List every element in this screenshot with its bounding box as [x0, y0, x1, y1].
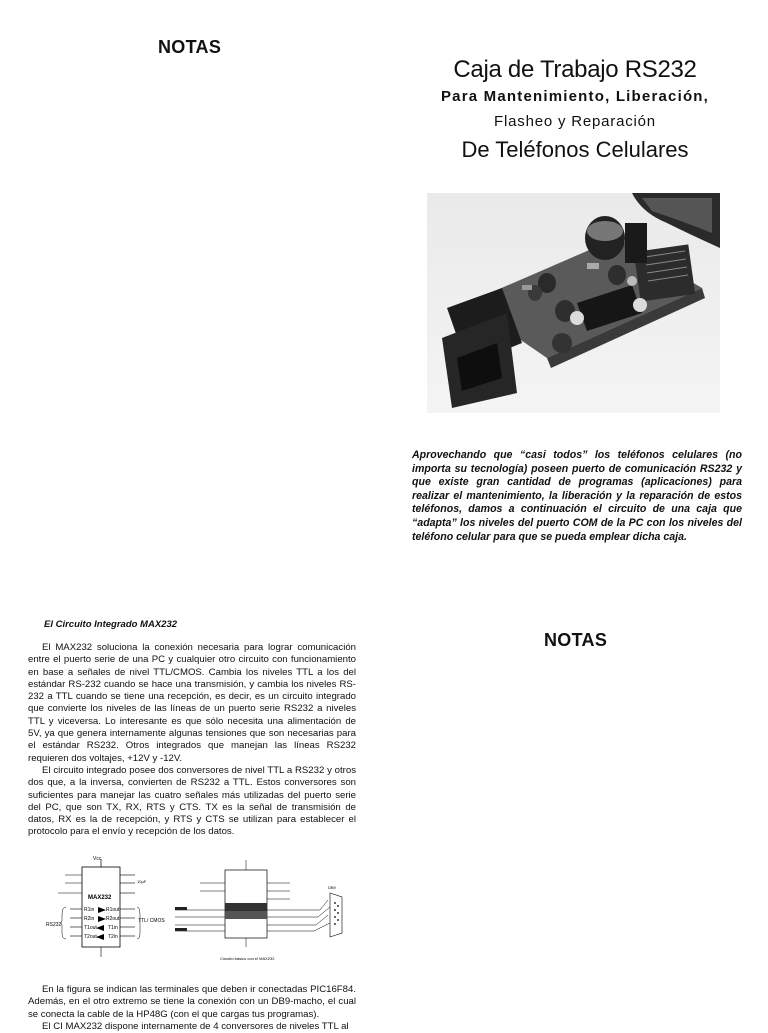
- title-line-2: Para Mantenimiento, Liberación,: [440, 88, 710, 105]
- body-text-column: [28, 642, 356, 839]
- title-line-3: Flasheo y Reparación: [494, 113, 656, 130]
- diagram1-vcc-label: Vcc: [93, 856, 102, 862]
- diagram1-pin-r2out: R2out: [106, 916, 120, 922]
- left-notas-heading: NOTAS: [158, 37, 222, 57]
- intro-paragraph: Aprovechando que “casi todos” los teléfonos celulares (no importa su tecnología) poseen puerto de comunicación RS232 y que existe gran cantidad de programas (aplicaciones) para realizar el mantenimiento, la liberación y la reparación de estos teléfonos, damos a continuación el circuito de una caja que “adapta” los niveles del puerto COM de la PC con los niveles del teléfono celular para que se pueda emplear dicha caja.: [412, 449, 742, 543]
- diagram1-pin-r1out: R1out: [106, 907, 120, 913]
- diagram2-caption: Circuito básico con el MAX232: [220, 956, 275, 961]
- diagram1-pin-t2in: T2in: [108, 934, 118, 940]
- max232-pinout-diagram: [40, 855, 165, 965]
- max232-basic-circuit-diagram: [170, 855, 355, 975]
- body-paragraph-3: En la figura se indican las terminales que deben ir conectadas PIC16F84. Además, en el otro extremo se tiene la conexión con un DB9-macho, el cual se conecta la cable de la HP48G (con el que cargas tus programas).: [28, 984, 356, 1020]
- section-title: El Circuito Integrado MAX232: [44, 619, 178, 630]
- diagram1-pin-t2out: T2out: [84, 934, 97, 940]
- title-line-4: De Teléfonos Celulares: [461, 137, 689, 162]
- diagram1-pin-t1out: T1out: [84, 925, 97, 931]
- body-paragraph-4: El CI MAX232 dispone internamente de 4 conversores de niveles TTL al: [42, 1020, 349, 1032]
- body-paragraph-1: El MAX232 soluciona la conexión necesaria para lograr comunicación entre el puerto serie de una PC y cualquier otro circuito con funcionamiento en base a señales de nivel TTL/CMOS. Cambia los niveles TTL a los del estándar RS-232 cuando se hace una transmisión, y cambia los niveles RS-232 a TTL cuando se tiene una recepción, es decir, es un circuito integrado que convierte los niveles de las líneas de un puerto serie RS232 a niveles TTL y viceversa. Lo interesante es que sólo necesita una alimentación de 5V, ya que genera internamente algunas tensiones que son necesarias para el estándar RS232. Otros integrados que manejan las líneas RS232 requieren dos voltajes, +12V y -12V.: [28, 642, 356, 764]
- body-paragraph-2: El circuito integrado posee dos conversores de nivel TTL a RS232 y otros dos que, a la inversa, convierten de RS232 a TTL. Estos conversores son suficientes para manejar las cuatro señales más utilizadas del puerto serie del PC, que son TX, RX, RTS y CTS. TX es la señal de transmisión de datos, RX es la de recepción, y RTS y CTS se utilizan para establecer el protocolo para el envío y recepción de los datos.: [28, 764, 356, 838]
- diagram1-pin-r1in: R1in: [84, 907, 95, 913]
- diagram1-chip-label: MAX232: [88, 895, 112, 901]
- diagram1-pin-r2in: R2in: [84, 916, 95, 922]
- title-line-1: Caja de Trabajo RS232: [453, 56, 697, 83]
- bottom-text-column: [28, 984, 356, 1033]
- circuit-board-photo: [427, 193, 720, 413]
- diagram2-db9-label: DB9: [328, 885, 336, 890]
- diagram1-rs232-label: RS232: [46, 922, 62, 928]
- article-title-block: [420, 55, 730, 165]
- right-notas-heading: NOTAS: [544, 630, 608, 650]
- diagram1-pin-t1in: T1in: [108, 925, 118, 931]
- diagram1-cap-label: 10µF: [137, 879, 147, 884]
- diagram1-ttl-label: TTL/ CMOS: [138, 918, 165, 924]
